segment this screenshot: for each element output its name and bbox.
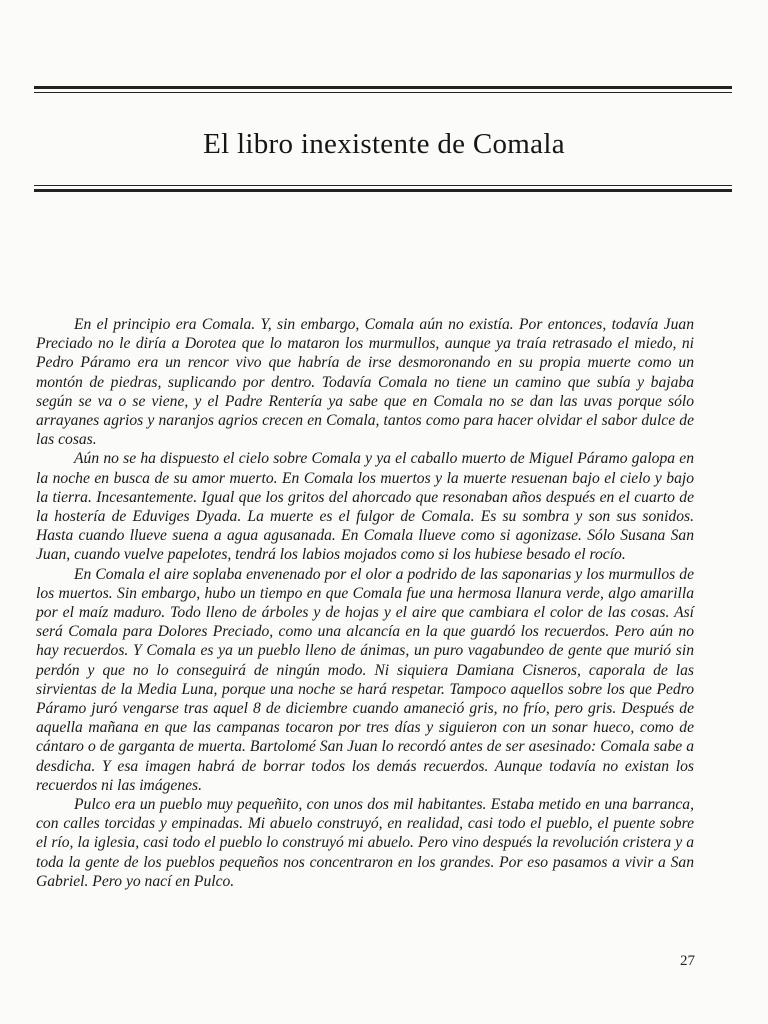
top-double-rule-thin [34,92,732,93]
page-number: 27 [680,953,695,969]
paragraph: Aún no se ha dispuesto el cielo sobre Comala y ya el caballo muerto de Miguel Páramo galopa en la noche en busca de su amor muerto. En Comala los muertos y la muerte resuenan bajo el cielo y bajo la tierra. Incesantemente. Igual que los gritos del ahorcado que resonaban años después en el cuarto de la hostería de Eduviges Dyada. La muerte es el fulgor de Comala. Es su sombra y son sus sonidos. Hasta cuando llueve suena a agua agusanada. En Comala llueve como si agonizase. Sólo Susana San Juan, cuando vuelve papelotes, tendrá los labios mojados como si los hubiese besado el rocío. [36,450,694,564]
chapter-body [36,315,694,891]
bottom-double-rule-thick [34,189,732,192]
chapter-title: El libro inexistente de Comala [203,128,565,160]
paragraph: En el principio era Comala. Y, sin embargo, Comala aún no existía. Por entonces, todavía Juan Preciado no le diría a Dorotea que lo mataron los murmullos, aunque ya traía retrasado el miedo, ni Pedro Páramo era un rencor vivo que habría de irse desmoronando en su propia muerte como un montón de piedras, suplicando por dentro. Todavía Comala no tiene un camino que subía y bajaba según se va o se viene, y el Padre Rentería ya sabe que en Comala no se dan las uvas porque sólo arrayanes agrios y naranjos agrios crecen en Comala, tantos como para hacer olvidar el sabor dulce de las cosas. [36,316,694,449]
bottom-double-rule-thin [34,185,732,186]
paragraph: En Comala el aire soplaba envenenado por el olor a podrido de las saponarias y los murmullos de los muertos. Sin embargo, hubo un tiempo en que Comala fue una hermosa llanura verde, algo amarilla por el maíz maduro. Todo lleno de árboles y de hojas y el aire que cambiara el color de las cosas. Así será Comala para Dolores Preciado, como una alcancía en la que guardó los recuerdos. Pero aún no hay recuerdos. Y Comala es ya un pueblo lleno de ánimas, un puro vagabundeo de gente que murió sin perdón y que no lo conseguirá de ningún modo. Ni siquiera Damiana Cisneros, caporala de las sirvientas de la Media Luna, porque una noche se hará respetar. Tampoco aquellos sobre los que Pedro Páramo juró vengarse tras aquel 8 de diciembre cuando amaneció gris, no frío, pero gris. Después de aquella mañana en que las campanas tocaron por tres días y siguieron con un sonar hueco, como de cántaro o de garganta de muerta. Bartolomé San Juan lo recordó antes de ser asesinado: Comala sabe a desdicha. Y esa imagen habrá de borrar todos los demás recuerdos. Aunque todavía no existan los recuerdos ni las imágenes. [36,565,694,794]
paragraph: Pulco era un pueblo muy pequeñito, con unos dos mil habitantes. Estaba metido en una barranca, con calles torcidas y empinadas. Mi abuelo construyó, en realidad, casi todo el pueblo, el puente sobre el río, la iglesia, casi todo el pueblo lo construyó mi abuelo. Pero vino después la revolución cristera y a toda la gente de los pueblos pequeños nos concentraron en los grandes. Por eso pasamos a vivir a San Gabriel. Pero yo nací en Pulco. [36,796,694,890]
top-double-rule-thick [34,86,732,89]
